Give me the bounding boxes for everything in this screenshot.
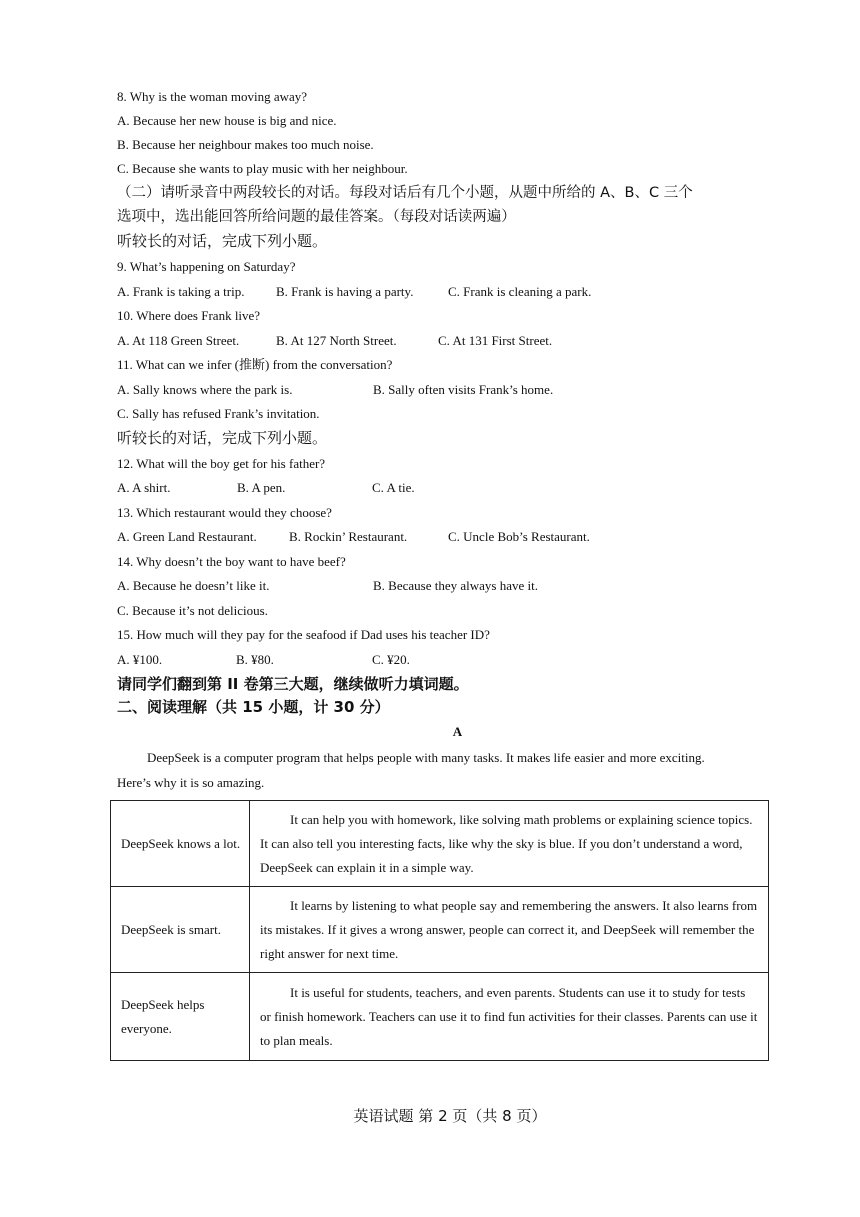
question-9-option-b: B. Frank is having a party.	[276, 284, 414, 299]
question-13-option-c: C. Uncle Bob’s Restaurant.	[448, 529, 590, 544]
question-15-option-c: C. ¥20.	[372, 652, 410, 667]
reading-section-heading: 二、阅读理解（共 15 小题，计 30 分）	[117, 698, 390, 716]
deepseek-info-table	[110, 800, 769, 1061]
table-row	[111, 801, 769, 887]
question-10-stem: 10. Where does Frank live?	[117, 308, 261, 323]
question-9-option-c: C. Frank is cleaning a park.	[448, 284, 592, 299]
table-row	[111, 887, 769, 973]
question-12-option-c: C. A tie.	[372, 480, 415, 495]
question-11-option-b: B. Sally often visits Frank’s home.	[373, 382, 554, 397]
question-10-option-c: C. At 131 First Street.	[438, 333, 553, 348]
question-13-stem: 13. Which restaurant would they choose?	[117, 505, 332, 520]
table-row-label: DeepSeek knows a lot.	[111, 801, 250, 887]
section-2-instruction-line-2: 选项中，选出能回答所给问题的最佳答案。（每段对话读两遍）	[117, 209, 516, 225]
question-12-option-b: B. A pen.	[237, 480, 286, 495]
question-13-option-a: A. Green Land Restaurant.	[117, 529, 257, 544]
table-row-text: It is useful for students, teachers, and even parents. Students can use it to study for tests or finish homework. Teachers can use it to find fun activities for their classes. Parents can use it to plan meals.	[250, 973, 769, 1061]
question-8-stem: 8. Why is the woman moving away?	[117, 89, 308, 104]
question-12-stem: 12. What will the boy get for his father?	[117, 456, 326, 471]
table-row-text: It learns by listening to what people say and remembering the answers. It also learns from its mistakes. If it gives a wrong answer, people can correct it, and DeepSeek will remember the right answer for next time.	[250, 887, 769, 973]
table-row-text: It can help you with homework, like solving math problems or explaining science topics. It can also tell you interesting facts, like why the sky is blue. If you don’t understand a word, DeepSeek can explain it in a simple way.	[250, 801, 769, 887]
page-footer: 英语试题 第 2 页（共 8 页）	[353, 1107, 547, 1125]
question-8-option-a: A. Because her new house is big and nice.	[117, 113, 337, 128]
question-11-stem: 11. What can we infer (推断) from the conversation?	[117, 357, 393, 372]
table-row	[111, 973, 769, 1061]
question-11-option-c: C. Sally has refused Frank’s invitation.	[117, 406, 320, 421]
question-14-stem: 14. Why doesn’t the boy want to have beef?	[117, 554, 346, 569]
turn-page-note: 请同学们翻到第 II 卷第三大题，继续做听力填词题。	[117, 675, 469, 693]
table-row-label: DeepSeek is smart.	[111, 887, 250, 973]
question-14-option-c: C. Because it’s not delicious.	[117, 603, 268, 618]
dialogue-intro-1: 听较长的对话，完成下列小题。	[117, 232, 328, 250]
passage-label: A	[452, 724, 463, 739]
table-row-label: DeepSeek helps everyone.	[111, 973, 250, 1061]
question-12-option-a: A. A shirt.	[117, 480, 171, 495]
section-2-instruction-line-1: （二）请听录音中两段较长的对话。每段对话后有几个小题，从题中所给的 A、B、C 三个	[117, 185, 693, 201]
question-10-option-a: A. At 118 Green Street.	[117, 333, 240, 348]
dialogue-intro-2: 听较长的对话，完成下列小题。	[117, 429, 328, 447]
passage-intro-line-2: Here’s why it is so amazing.	[117, 775, 265, 790]
passage-intro-line-1: DeepSeek is a computer program that helps people with many tasks. It makes life easier and more exciting.	[147, 750, 705, 765]
question-11-option-a: A. Sally knows where the park is.	[117, 382, 293, 397]
question-14-option-b: B. Because they always have it.	[373, 578, 538, 593]
question-15-stem: 15. How much will they pay for the seafood if Dad uses his teacher ID?	[117, 627, 490, 642]
question-14-option-a: A. Because he doesn’t like it.	[117, 578, 270, 593]
question-8-option-b: B. Because her neighbour makes too much noise.	[117, 137, 374, 152]
question-13-option-b: B. Rockin’ Restaurant.	[289, 529, 408, 544]
question-9-option-a: A. Frank is taking a trip.	[117, 284, 245, 299]
question-8-option-c: C. Because she wants to play music with her neighbour.	[117, 161, 408, 176]
question-15-option-b: B. ¥80.	[236, 652, 274, 667]
question-9-stem: 9. What’s happening on Saturday?	[117, 259, 296, 274]
question-15-option-a: A. ¥100.	[117, 652, 163, 667]
question-10-option-b: B. At 127 North Street.	[276, 333, 397, 348]
